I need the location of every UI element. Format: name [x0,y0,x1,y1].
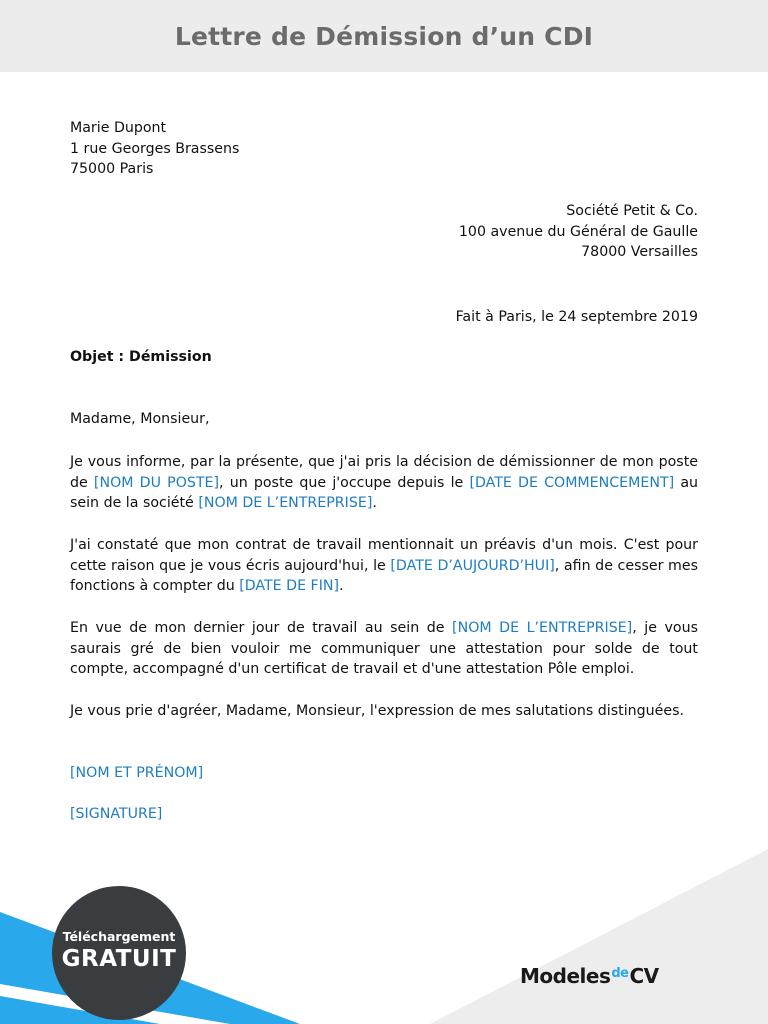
text: , je vous saurais gré de bien vouloir me communiquer une attestation pour solde de tout compte, accompagné d'un certificat de travail et d'une attestation Pôle emploi. [70,620,698,678]
placeholder-full-name: [NOM ET PRÉNOM] [70,765,204,781]
logo-text-3: CV [629,964,659,988]
text: J'ai constaté que mon contrat de travail mentionnait un préavis d'un mois. C'est pour cette raison que je vous écris aujourd'hui, le [70,537,698,574]
recipient-company: Société Petit & Co. [566,203,698,219]
text: , afin de cesser mes fonctions à compter du [70,557,698,595]
badge-big-text: GRATUIT [61,945,177,972]
logo-text-2: de [611,965,629,981]
logo-text-1: Modeles [520,964,611,988]
sender-city: 75000 Paris [70,161,154,178]
placeholder-company-name: [NOM DE L’ENTREPRISE] [452,620,633,636]
badge-small-text: Téléchargement [62,928,176,944]
placeholder-end-date: [DATE DE FIN] [239,578,340,595]
paragraph-3 [70,618,698,680]
text: au sein de la société [70,474,699,512]
letter-subject: Objet : Démission [70,349,212,365]
text: , un poste que j'occupe depuis le [219,474,470,491]
sender-street: 1 rue Georges Brassens [70,140,240,157]
recipient-address [70,201,698,263]
placeholder-today-date: [DATE D’AUJOURD’HUI] [390,557,555,574]
place-date: Fait à Paris, le 24 septembre 2019 [455,309,698,325]
placeholder-signature: [SIGNATURE] [70,806,163,822]
document-title: Lettre de Démission d’un CDI [174,21,594,51]
placeholder-job-title: [NOM DU POSTE] [93,474,220,491]
sender-address [70,118,698,180]
paragraph-1 [70,452,698,514]
free-download-badge[interactable] [52,886,186,1020]
gray-stripe [430,849,768,1024]
recipient-street: 100 avenue du Général de Gaulle [458,223,698,240]
brand-logo [520,961,659,991]
sender-name: Marie Dupont [70,120,167,136]
text: . [339,578,344,595]
text: Je vous informe, par la présente, que j'ai pris la décision de démissionner de mon poste de [70,454,698,491]
placeholder-start-date: [DATE DE COMMENCEMENT] [469,474,675,491]
text: . [372,495,377,512]
recipient-city: 78000 Versailles [581,244,698,261]
text: En vue de mon dernier jour de travail au sein de [70,620,453,636]
salutation: Madame, Monsieur, [70,411,210,427]
placeholder-company-name: [NOM DE L’ENTREPRISE] [198,495,373,512]
paragraph-2 [70,535,698,597]
paragraph-4: Je vous prie d'agréer, Madame, Monsieur, l'expression de mes salutations distinguées. [70,703,684,719]
document-header [0,0,768,72]
